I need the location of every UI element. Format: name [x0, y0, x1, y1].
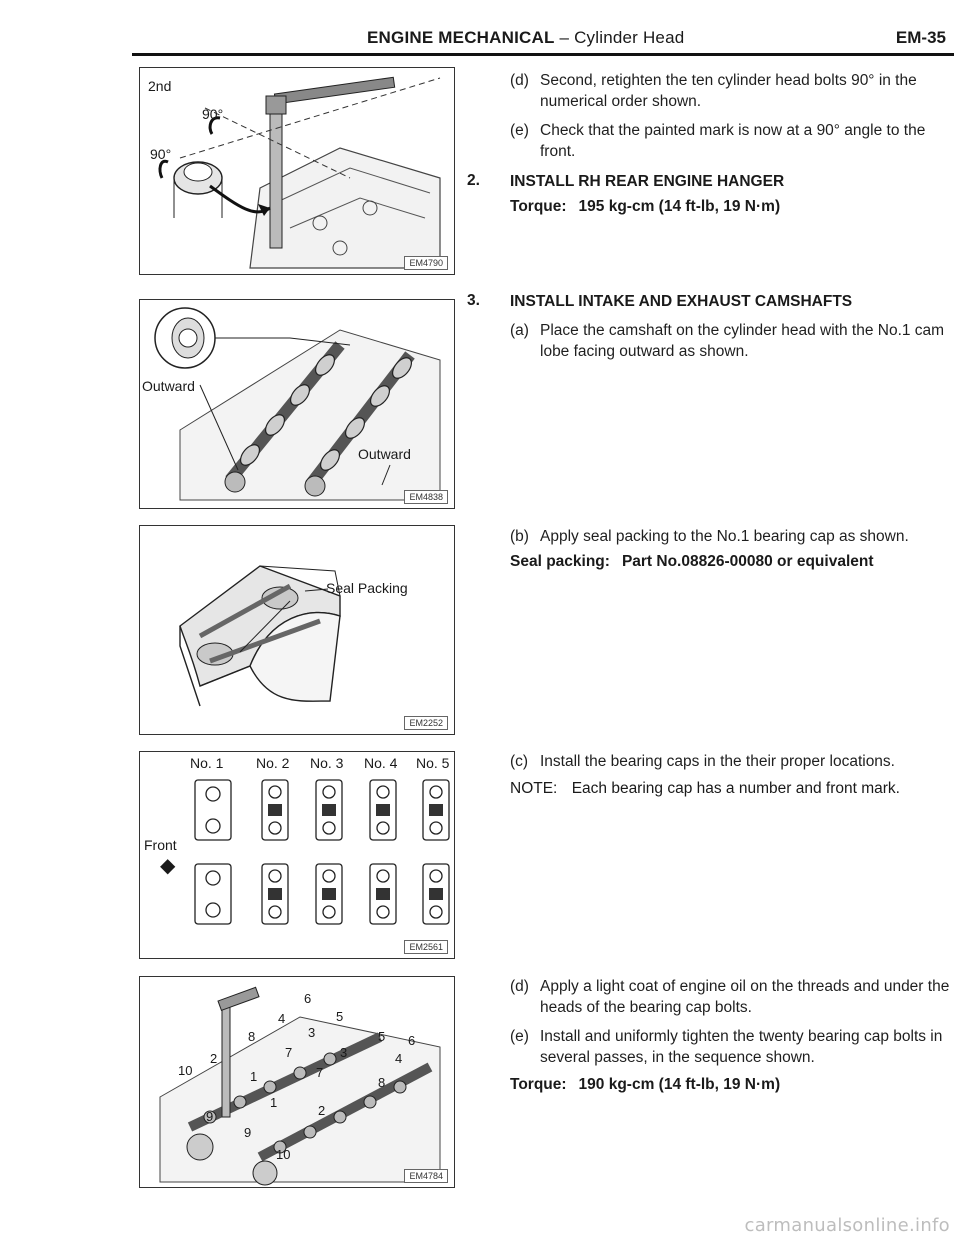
seq-num: 10 [276, 1147, 291, 1162]
step3-title: INSTALL INTAKE AND EXHAUST CAMSHAFTS [510, 293, 853, 310]
page-header [132, 18, 954, 58]
sub-text: Place the camshaft on the cylinder head with the No.1 cam lobe facing outward as shown. [540, 322, 945, 360]
seq-num: 1 [270, 1095, 278, 1110]
figure-code: EM4838 [404, 490, 448, 504]
seq-num: 8 [378, 1075, 386, 1090]
step1-sub-d [510, 70, 950, 114]
label-outward-left: Outward [142, 378, 195, 394]
seq-num: 2 [210, 1051, 218, 1066]
seq-num: 6 [304, 991, 312, 1006]
seq-num: 9 [244, 1125, 252, 1140]
seq-num: 4 [395, 1051, 403, 1066]
seq-num: 9 [206, 1109, 214, 1124]
section-title-bold: ENGINE MECHANICAL [367, 28, 555, 47]
sub-key: (c) [510, 753, 529, 770]
sub-key: (b) [510, 528, 529, 545]
label-outward-right: Outward [358, 446, 411, 462]
figure-bolt-sequence [139, 976, 455, 1188]
seq-num: 3 [340, 1045, 348, 1060]
page-number: EM-35 [895, 28, 946, 47]
seq-num: 4 [278, 1011, 286, 1026]
step3-number: 3. [467, 292, 480, 309]
torque-value: 190 kg-cm (14 ft-lb, 19 N·m) [578, 1076, 781, 1093]
sub-text: Apply a light coat of engine oil on the threads and under the heads of the bearing cap bolts. [540, 978, 950, 1016]
seq-num: 5 [336, 1009, 344, 1024]
label-no3: No. 3 [310, 755, 344, 771]
label-no2: No. 2 [256, 755, 290, 771]
seq-num: 2 [318, 1103, 326, 1118]
seq-num: 5 [378, 1029, 386, 1044]
seq-num: 10 [178, 1063, 193, 1078]
step3-note [510, 778, 950, 799]
torque-label: Torque: [510, 1076, 567, 1093]
label-90-lower: 90° [150, 146, 172, 162]
figure-torque-wrench [139, 67, 455, 275]
label-no5: No. 5 [416, 755, 450, 771]
figure-code: EM4784 [404, 1169, 448, 1183]
seq-num: 7 [285, 1045, 293, 1060]
step2-number: 2. [467, 172, 480, 189]
bearing-cap-illustration [140, 526, 454, 734]
header-rule [132, 53, 954, 56]
step3-sub-d [510, 976, 950, 1020]
step2-title: INSTALL RH REAR ENGINE HANGER [510, 173, 785, 190]
figure-seal-packing [139, 525, 455, 735]
seq-num: 3 [308, 1025, 316, 1040]
figure-camshafts [139, 299, 455, 509]
section-title-rest: – Cylinder Head [554, 28, 685, 47]
sub-text: Install and uniformly tighten the twenty bearing cap bolts in several passes, in the sequence shown. [540, 1028, 943, 1066]
left-arrow-icon: ◆ [160, 855, 176, 877]
sub-key: (e) [510, 122, 529, 139]
label-no4: No. 4 [364, 755, 398, 771]
seq-num: 7 [316, 1065, 324, 1080]
sub-key: (a) [510, 322, 529, 339]
step2-torque [510, 198, 780, 216]
section-title [367, 28, 684, 48]
sub-key: (e) [510, 1028, 529, 1045]
step3-seal-spec [510, 553, 874, 571]
label-front: Front [144, 837, 177, 853]
label-no1: No. 1 [190, 755, 224, 771]
torque-value: 195 kg-cm (14 ft-lb, 19 N·m) [578, 198, 781, 215]
spec-value: Part No.08826-00080 or equivalent [621, 553, 874, 570]
step1-sub-e [510, 120, 950, 164]
camshaft-illustration [140, 300, 454, 508]
bearing-cap-layout [140, 752, 454, 958]
figure-code: EM2561 [404, 940, 448, 954]
seq-num: 6 [408, 1033, 416, 1048]
note-label: NOTE: [510, 780, 558, 797]
figure-code: EM4790 [404, 256, 448, 270]
figure-code: EM2252 [404, 716, 448, 730]
sub-key: (d) [510, 72, 529, 89]
torque-label: Torque: [510, 198, 567, 215]
spec-label: Seal packing: [510, 553, 610, 570]
sub-text: Check that the painted mark is now at a 90° angle to the front. [540, 122, 926, 160]
step3-sub-a [510, 320, 950, 364]
label-2nd: 2nd [148, 78, 172, 94]
watermark: carmanualsonline.info [744, 1215, 950, 1236]
label-90-upper: 90° [202, 106, 224, 122]
seq-num: 1 [250, 1069, 258, 1084]
seq-num: 8 [248, 1029, 256, 1044]
sub-text: Apply seal packing to the No.1 bearing cap as shown. [540, 528, 909, 545]
sub-text: Second, retighten the ten cylinder head bolts 90° in the numerical order shown. [540, 72, 917, 110]
step3-sub-e [510, 1026, 950, 1070]
figure-bearing-caps [139, 751, 455, 959]
step3-sub-b [510, 526, 950, 548]
sub-key: (d) [510, 978, 529, 995]
torque-wrench-illustration [140, 68, 454, 274]
step3-torque [510, 1076, 780, 1094]
step3-sub-c [510, 751, 950, 773]
sub-text: Install the bearing caps in the their proper locations. [540, 753, 895, 770]
bolt-sequence-illustration [140, 977, 454, 1187]
label-seal-packing: Seal Packing [326, 580, 408, 596]
note-text: Each bearing cap has a number and front mark. [571, 780, 900, 797]
